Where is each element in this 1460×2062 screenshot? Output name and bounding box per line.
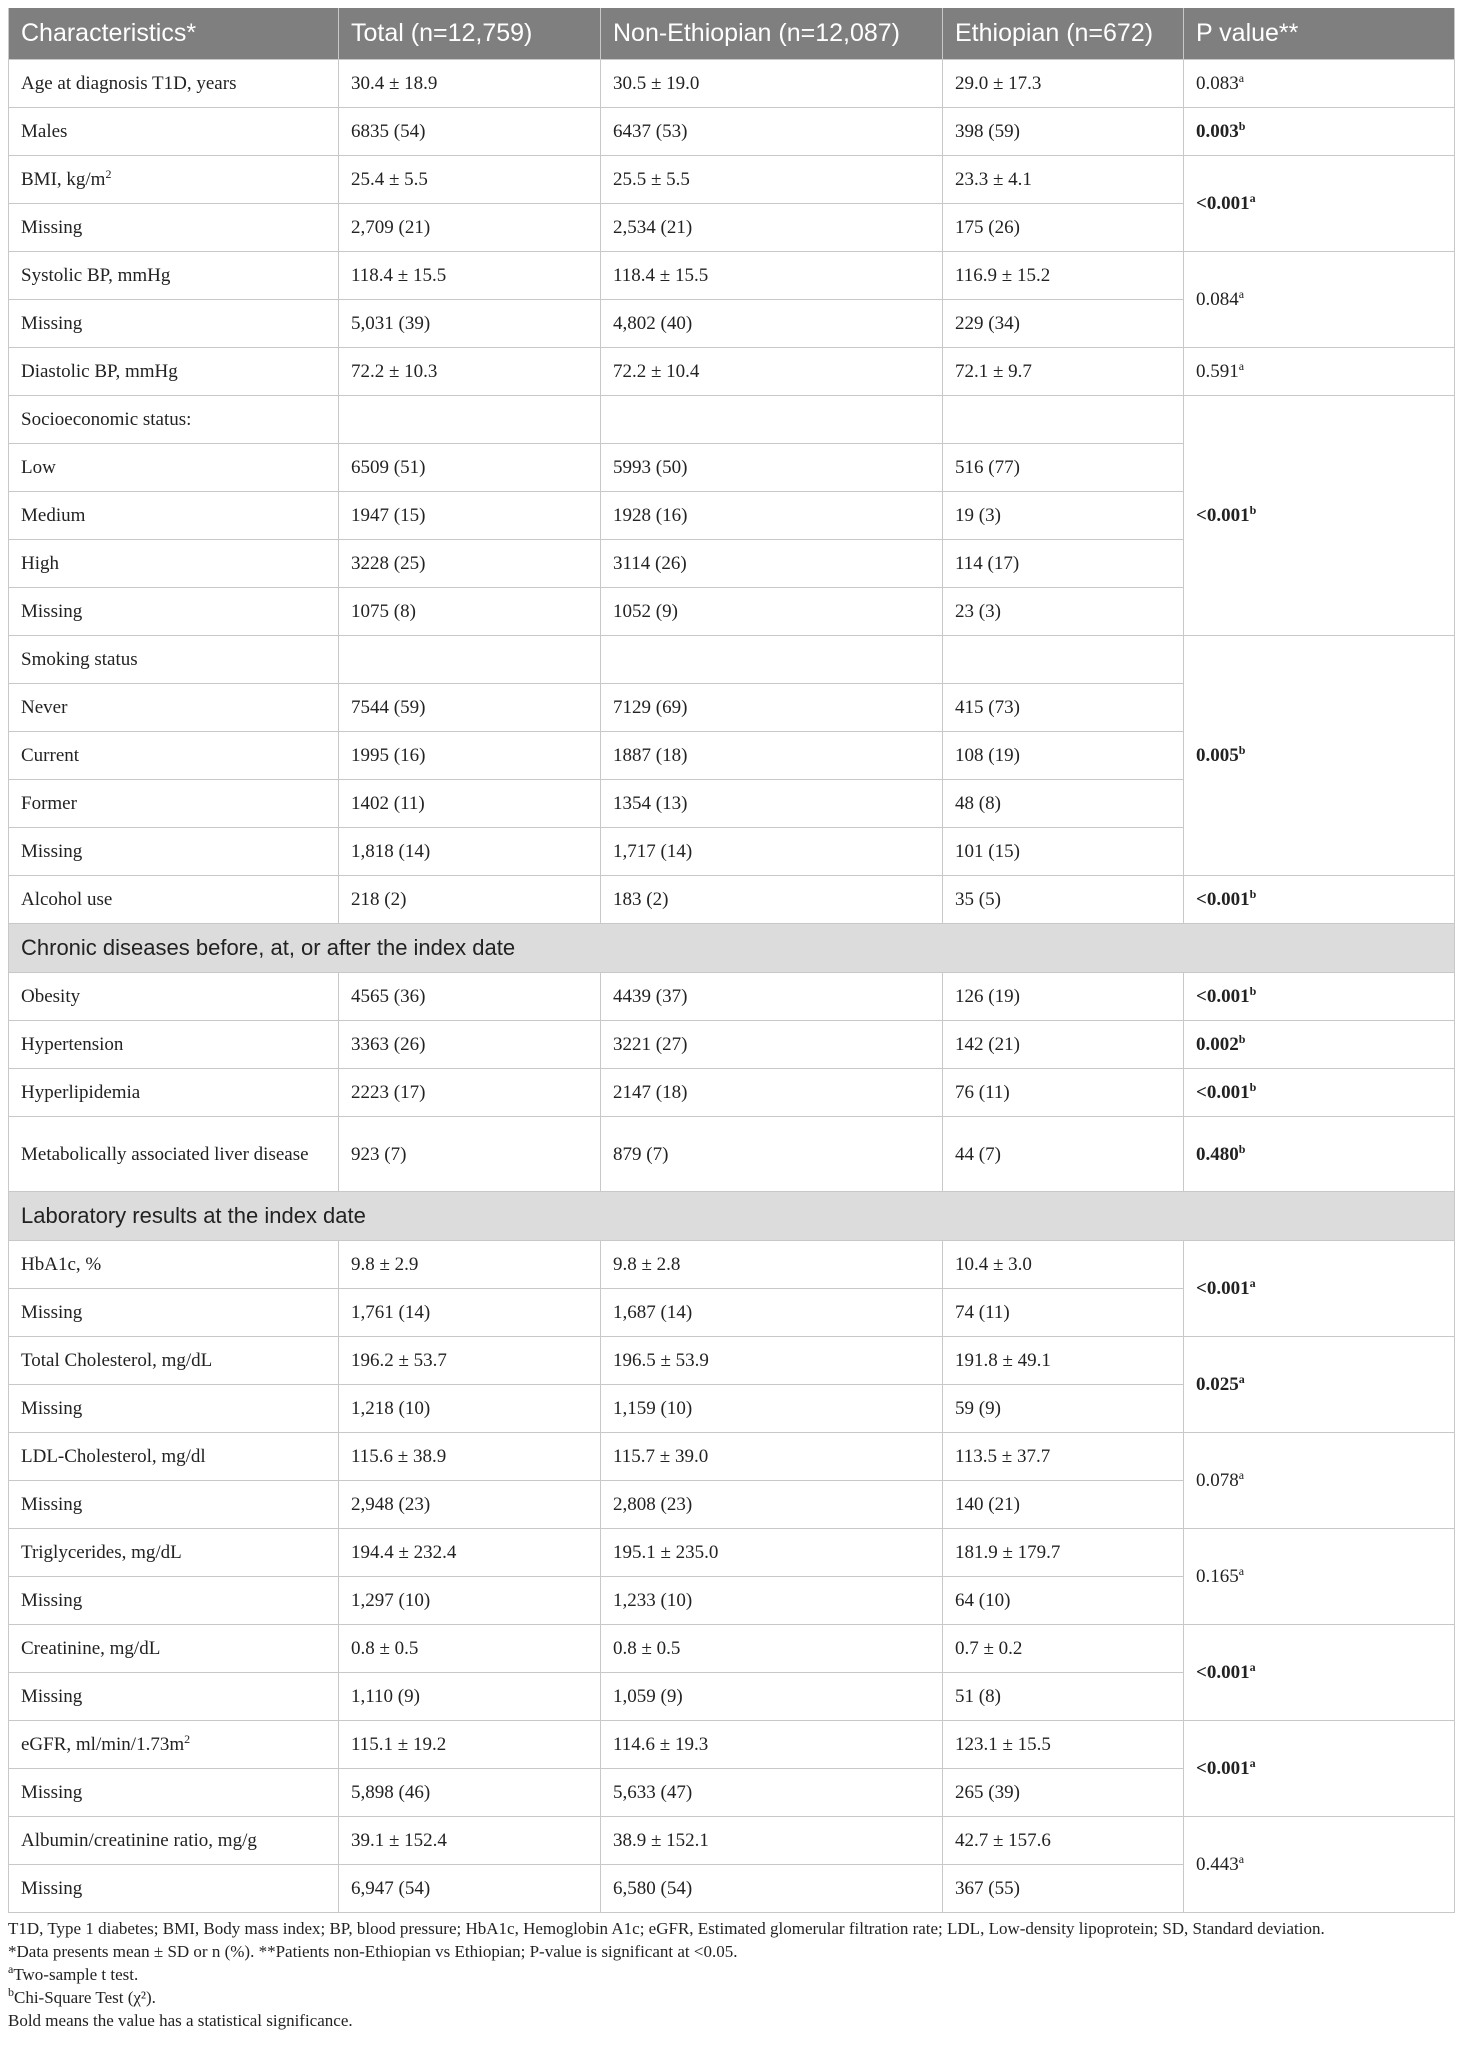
p-value: 0.443 [1196,1853,1239,1875]
table-row [9,876,1455,924]
cell-total: 6835 (54) [339,108,601,156]
table-row [9,1817,1455,1865]
cell-total [339,396,601,444]
p-value-test-marker: b [1249,983,1257,998]
row-label: Obesity [9,973,339,1021]
cell-ethiopian: 229 (34) [943,300,1184,348]
cell-ethiopian: 23 (3) [943,588,1184,636]
cell-total: 72.2 ± 10.3 [339,348,601,396]
footnote-b: $^b$Chi-Square Test (χ²). [8,1985,156,2007]
cell-non-ethiopian: 4,802 (40) [601,300,943,348]
row-label: Missing [9,1289,339,1337]
p-value-cell [1184,1337,1455,1433]
cell-total: 0.8 ± 0.5 [339,1625,601,1673]
p-value-cell [1184,1241,1455,1337]
row-label: BMI, $kg/m^2$ [9,156,339,204]
p-value: <0.001 [1196,192,1250,214]
cell-non-ethiopian: 0.8 ± 0.5 [601,1625,943,1673]
cell-ethiopian: 181.9 ± 179.7 [943,1529,1184,1577]
cell-ethiopian: 23.3 ± 4.1 [943,156,1184,204]
row-label: Males [9,108,339,156]
cell-ethiopian: 140 (21) [943,1481,1184,1529]
results-table-container [8,8,1454,2032]
p-value-test-marker: b [1238,118,1246,133]
row-label: Former [9,780,339,828]
cell-total: 6509 (51) [339,444,601,492]
p-value-test-marker: b [1249,502,1257,517]
section-title: Laboratory results at the index date [9,1192,1455,1241]
p-value: 0.002 [1196,1033,1239,1055]
table-row [9,1021,1455,1069]
p-value-cell [1184,1117,1455,1192]
row-label: Never [9,684,339,732]
cell-total: 1402 (11) [339,780,601,828]
cell-ethiopian: 113.5 ± 37.7 [943,1433,1184,1481]
p-value-test-marker: a [1238,1467,1245,1482]
p-value: <0.001 [1196,888,1250,910]
row-label: Missing [9,828,339,876]
col-header-ethiopian: Ethiopian (n=672) [943,8,1184,60]
p-value: <0.001 [1196,1081,1250,1103]
p-value-cell [1184,1721,1455,1817]
table-row [9,60,1455,108]
row-label: Diastolic BP, mmHg [9,348,339,396]
p-value-test-marker: b [1238,1141,1246,1156]
cell-ethiopian: 74 (11) [943,1289,1184,1337]
col-header-total: Total (n=12,759) [339,8,601,60]
row-label: HbA1c, % [9,1241,339,1289]
p-value-test-marker: b [1238,1031,1246,1046]
cell-non-ethiopian: 9.8 ± 2.8 [601,1241,943,1289]
row-label: Smoking status [9,636,339,684]
p-value: 0.005 [1196,744,1239,766]
cell-non-ethiopian: 118.4 ± 15.5 [601,252,943,300]
table-row [9,1433,1455,1481]
p-value: 0.084 [1196,288,1239,310]
p-value-cell [1184,1817,1455,1913]
cell-total [339,636,601,684]
cell-non-ethiopian: 72.2 ± 10.4 [601,348,943,396]
cell-total: 1,297 (10) [339,1577,601,1625]
p-value-test-marker: a [1238,1851,1245,1866]
cell-non-ethiopian: 3114 (26) [601,540,943,588]
row-label: Missing [9,1481,339,1529]
cell-total: 3363 (26) [339,1021,601,1069]
p-value-cell [1184,1069,1455,1117]
cell-ethiopian: 101 (15) [943,828,1184,876]
footnote-bold-note: Bold means the value has a statistical significance. [8,2011,353,2030]
cell-ethiopian: 114 (17) [943,540,1184,588]
cell-non-ethiopian: 196.5 ± 53.9 [601,1337,943,1385]
footnote-abbreviations: T1D, Type 1 diabetes; BMI, Body mass index; BP, blood pressure; HbA1c, Hemoglobin A1c; eGFR, Estimated glomerular filtration rate; LDL, Low-density lipoprotein; SD, Standard deviation. [8,1919,1325,1938]
cell-total: 9.8 ± 2.9 [339,1241,601,1289]
cell-non-ethiopian: 115.7 ± 39.0 [601,1433,943,1481]
p-value-cell [1184,396,1455,636]
cell-non-ethiopian: 2,808 (23) [601,1481,943,1529]
row-label: Creatinine, mg/dL [9,1625,339,1673]
table-row [9,396,1455,444]
row-label: Missing [9,1385,339,1433]
p-value-test-marker: b [1249,1079,1257,1094]
cell-ethiopian: 35 (5) [943,876,1184,924]
p-value-cell [1184,1625,1455,1721]
p-value-test-marker: a [1249,1659,1256,1674]
cell-non-ethiopian: 30.5 ± 19.0 [601,60,943,108]
row-label: Alcohol use [9,876,339,924]
cell-non-ethiopian: 6437 (53) [601,108,943,156]
row-label: Metabolically associated liver disease [9,1117,339,1192]
p-value-test-marker: a [1238,1563,1245,1578]
cell-total: 1995 (16) [339,732,601,780]
p-value: 0.003 [1196,120,1239,142]
row-label: Total Cholesterol, mg/dL [9,1337,339,1385]
row-label: High [9,540,339,588]
cell-ethiopian: 108 (19) [943,732,1184,780]
p-value-test-marker: a [1249,1275,1256,1290]
cell-ethiopian: 76 (11) [943,1069,1184,1117]
unit-superscript: 2 [105,166,112,181]
p-value-cell [1184,156,1455,252]
cell-ethiopian: 0.7 ± 0.2 [943,1625,1184,1673]
cell-ethiopian: 398 (59) [943,108,1184,156]
characteristics-table [8,8,1455,1913]
p-value-test-marker: a [1238,70,1245,85]
cell-total: 2,709 (21) [339,204,601,252]
row-label: Medium [9,492,339,540]
cell-ethiopian: 64 (10) [943,1577,1184,1625]
p-value-test-marker: a [1238,286,1245,301]
cell-ethiopian: 367 (55) [943,1865,1184,1913]
row-label: Socioeconomic status: [9,396,339,444]
p-value-cell [1184,1529,1455,1625]
row-label: Missing [9,300,339,348]
cell-ethiopian: 44 (7) [943,1117,1184,1192]
cell-non-ethiopian: 6,580 (54) [601,1865,943,1913]
cell-ethiopian: 29.0 ± 17.3 [943,60,1184,108]
cell-total: 4565 (36) [339,973,601,1021]
footnote-data-note: *Data presents mean ± SD or n (%). **Patients non-Ethiopian vs Ethiopian; P-value is significant at <0.05. [8,1942,738,1961]
cell-ethiopian [943,396,1184,444]
cell-non-ethiopian: 1,159 (10) [601,1385,943,1433]
cell-ethiopian: 175 (26) [943,204,1184,252]
p-value-test-marker: a [1249,190,1256,205]
row-label: Missing [9,1865,339,1913]
cell-ethiopian: 42.7 ± 157.6 [943,1817,1184,1865]
row-label: Albumin/creatinine ratio, mg/g [9,1817,339,1865]
p-value-test-marker: a [1238,1371,1245,1386]
section-title: Chronic diseases before, at, or after the index date [9,924,1455,973]
cell-ethiopian: 48 (8) [943,780,1184,828]
cell-total: 218 (2) [339,876,601,924]
p-value-cell [1184,60,1455,108]
p-value: 0.591 [1196,360,1239,382]
cell-total: 7544 (59) [339,684,601,732]
cell-total: 1947 (15) [339,492,601,540]
cell-non-ethiopian [601,396,943,444]
cell-ethiopian: 126 (19) [943,973,1184,1021]
cell-non-ethiopian: 2,534 (21) [601,204,943,252]
footnote-a: $^a$Two-sample t test. [8,1962,139,1984]
cell-ethiopian: 72.1 ± 9.7 [943,348,1184,396]
cell-total: 2,948 (23) [339,1481,601,1529]
cell-ethiopian [943,636,1184,684]
cell-non-ethiopian: 1,233 (10) [601,1577,943,1625]
p-value-cell [1184,252,1455,348]
p-value: <0.001 [1196,1757,1250,1779]
cell-non-ethiopian: 25.5 ± 5.5 [601,156,943,204]
row-label: Missing [9,588,339,636]
cell-non-ethiopian: 7129 (69) [601,684,943,732]
cell-non-ethiopian: 2147 (18) [601,1069,943,1117]
cell-non-ethiopian: 1887 (18) [601,732,943,780]
p-value: <0.001 [1196,504,1250,526]
cell-non-ethiopian: 1,687 (14) [601,1289,943,1337]
row-label: Current [9,732,339,780]
table-row [9,252,1455,300]
p-value-test-marker: a [1249,1755,1256,1770]
p-value: 0.480 [1196,1143,1239,1165]
cell-ethiopian: 415 (73) [943,684,1184,732]
cell-ethiopian: 142 (21) [943,1021,1184,1069]
p-value-test-marker: b [1238,742,1246,757]
table-row [9,348,1455,396]
table-header-row [9,8,1455,60]
p-value-cell [1184,348,1455,396]
cell-total: 118.4 ± 15.5 [339,252,601,300]
row-label: LDL-Cholesterol, mg/dl [9,1433,339,1481]
cell-non-ethiopian: 1,717 (14) [601,828,943,876]
table-row [9,1117,1455,1192]
col-header-p-value: P value** [1184,8,1455,60]
p-value-test-marker: a [1238,358,1245,373]
cell-total: 5,898 (46) [339,1769,601,1817]
cell-total: 6,947 (54) [339,1865,601,1913]
cell-non-ethiopian: 1354 (13) [601,780,943,828]
p-value-cell [1184,876,1455,924]
section-header-chronic [9,924,1455,973]
cell-total: 1,761 (14) [339,1289,601,1337]
cell-ethiopian: 59 (9) [943,1385,1184,1433]
cell-ethiopian: 265 (39) [943,1769,1184,1817]
section-header-lab [9,1192,1455,1241]
cell-total: 1,218 (10) [339,1385,601,1433]
cell-ethiopian: 19 (3) [943,492,1184,540]
table-row [9,1241,1455,1289]
p-value-cell [1184,1433,1455,1529]
cell-ethiopian: 516 (77) [943,444,1184,492]
row-label: Missing [9,1577,339,1625]
row-label: Systolic BP, mmHg [9,252,339,300]
row-label: Missing [9,1673,339,1721]
row-label: Triglycerides, mg/dL [9,1529,339,1577]
col-header-characteristics: Characteristics* [9,8,339,60]
cell-non-ethiopian: 195.1 ± 235.0 [601,1529,943,1577]
row-label: Hyperlipidemia [9,1069,339,1117]
cell-non-ethiopian: 1,059 (9) [601,1673,943,1721]
unit-superscript: 2 [184,1731,191,1746]
p-value: <0.001 [1196,1277,1250,1299]
table-row [9,1069,1455,1117]
col-header-non-ethiopian: Non-Ethiopian (n=12,087) [601,8,943,60]
p-value-cell [1184,973,1455,1021]
cell-non-ethiopian: 1928 (16) [601,492,943,540]
cell-total: 5,031 (39) [339,300,601,348]
cell-non-ethiopian [601,636,943,684]
cell-non-ethiopian: 183 (2) [601,876,943,924]
table-row [9,636,1455,684]
table-row [9,1721,1455,1769]
p-value: 0.083 [1196,72,1239,94]
cell-total: 115.6 ± 38.9 [339,1433,601,1481]
table-row [9,973,1455,1021]
table-row [9,1625,1455,1673]
cell-ethiopian: 10.4 ± 3.0 [943,1241,1184,1289]
p-value-cell [1184,636,1455,876]
table-row [9,156,1455,204]
cell-total: 194.4 ± 232.4 [339,1529,601,1577]
row-label: Missing [9,1769,339,1817]
cell-non-ethiopian: 3221 (27) [601,1021,943,1069]
cell-non-ethiopian: 4439 (37) [601,973,943,1021]
row-label: Low [9,444,339,492]
p-value-test-marker: b [1249,886,1257,901]
p-value: <0.001 [1196,1661,1250,1683]
cell-ethiopian: 116.9 ± 15.2 [943,252,1184,300]
p-value: <0.001 [1196,985,1250,1007]
cell-total: 30.4 ± 18.9 [339,60,601,108]
cell-total: 115.1 ± 19.2 [339,1721,601,1769]
cell-non-ethiopian: 879 (7) [601,1117,943,1192]
table-footnotes [8,1917,1454,2032]
p-value: 0.078 [1196,1469,1239,1491]
cell-total: 3228 (25) [339,540,601,588]
cell-ethiopian: 51 (8) [943,1673,1184,1721]
p-value-cell [1184,108,1455,156]
cell-total: 39.1 ± 152.4 [339,1817,601,1865]
cell-non-ethiopian: 38.9 ± 152.1 [601,1817,943,1865]
p-value: 0.165 [1196,1565,1239,1587]
cell-non-ethiopian: 5993 (50) [601,444,943,492]
table-row [9,1529,1455,1577]
row-label: Missing [9,204,339,252]
cell-ethiopian: 191.8 ± 49.1 [943,1337,1184,1385]
cell-total: 923 (7) [339,1117,601,1192]
cell-non-ethiopian: 114.6 ± 19.3 [601,1721,943,1769]
table-row [9,108,1455,156]
row-label: Hypertension [9,1021,339,1069]
row-label: Age at diagnosis T1D, years [9,60,339,108]
cell-non-ethiopian: 5,633 (47) [601,1769,943,1817]
p-value-cell [1184,1021,1455,1069]
cell-total: 196.2 ± 53.7 [339,1337,601,1385]
cell-non-ethiopian: 1052 (9) [601,588,943,636]
cell-total: 1,818 (14) [339,828,601,876]
cell-total: 25.4 ± 5.5 [339,156,601,204]
cell-total: 2223 (17) [339,1069,601,1117]
cell-ethiopian: 123.1 ± 15.5 [943,1721,1184,1769]
p-value: 0.025 [1196,1373,1239,1395]
table-row [9,1337,1455,1385]
cell-total: 1,110 (9) [339,1673,601,1721]
cell-total: 1075 (8) [339,588,601,636]
row-label: eGFR, $ml/\min/1.73m^2$ [9,1721,339,1769]
